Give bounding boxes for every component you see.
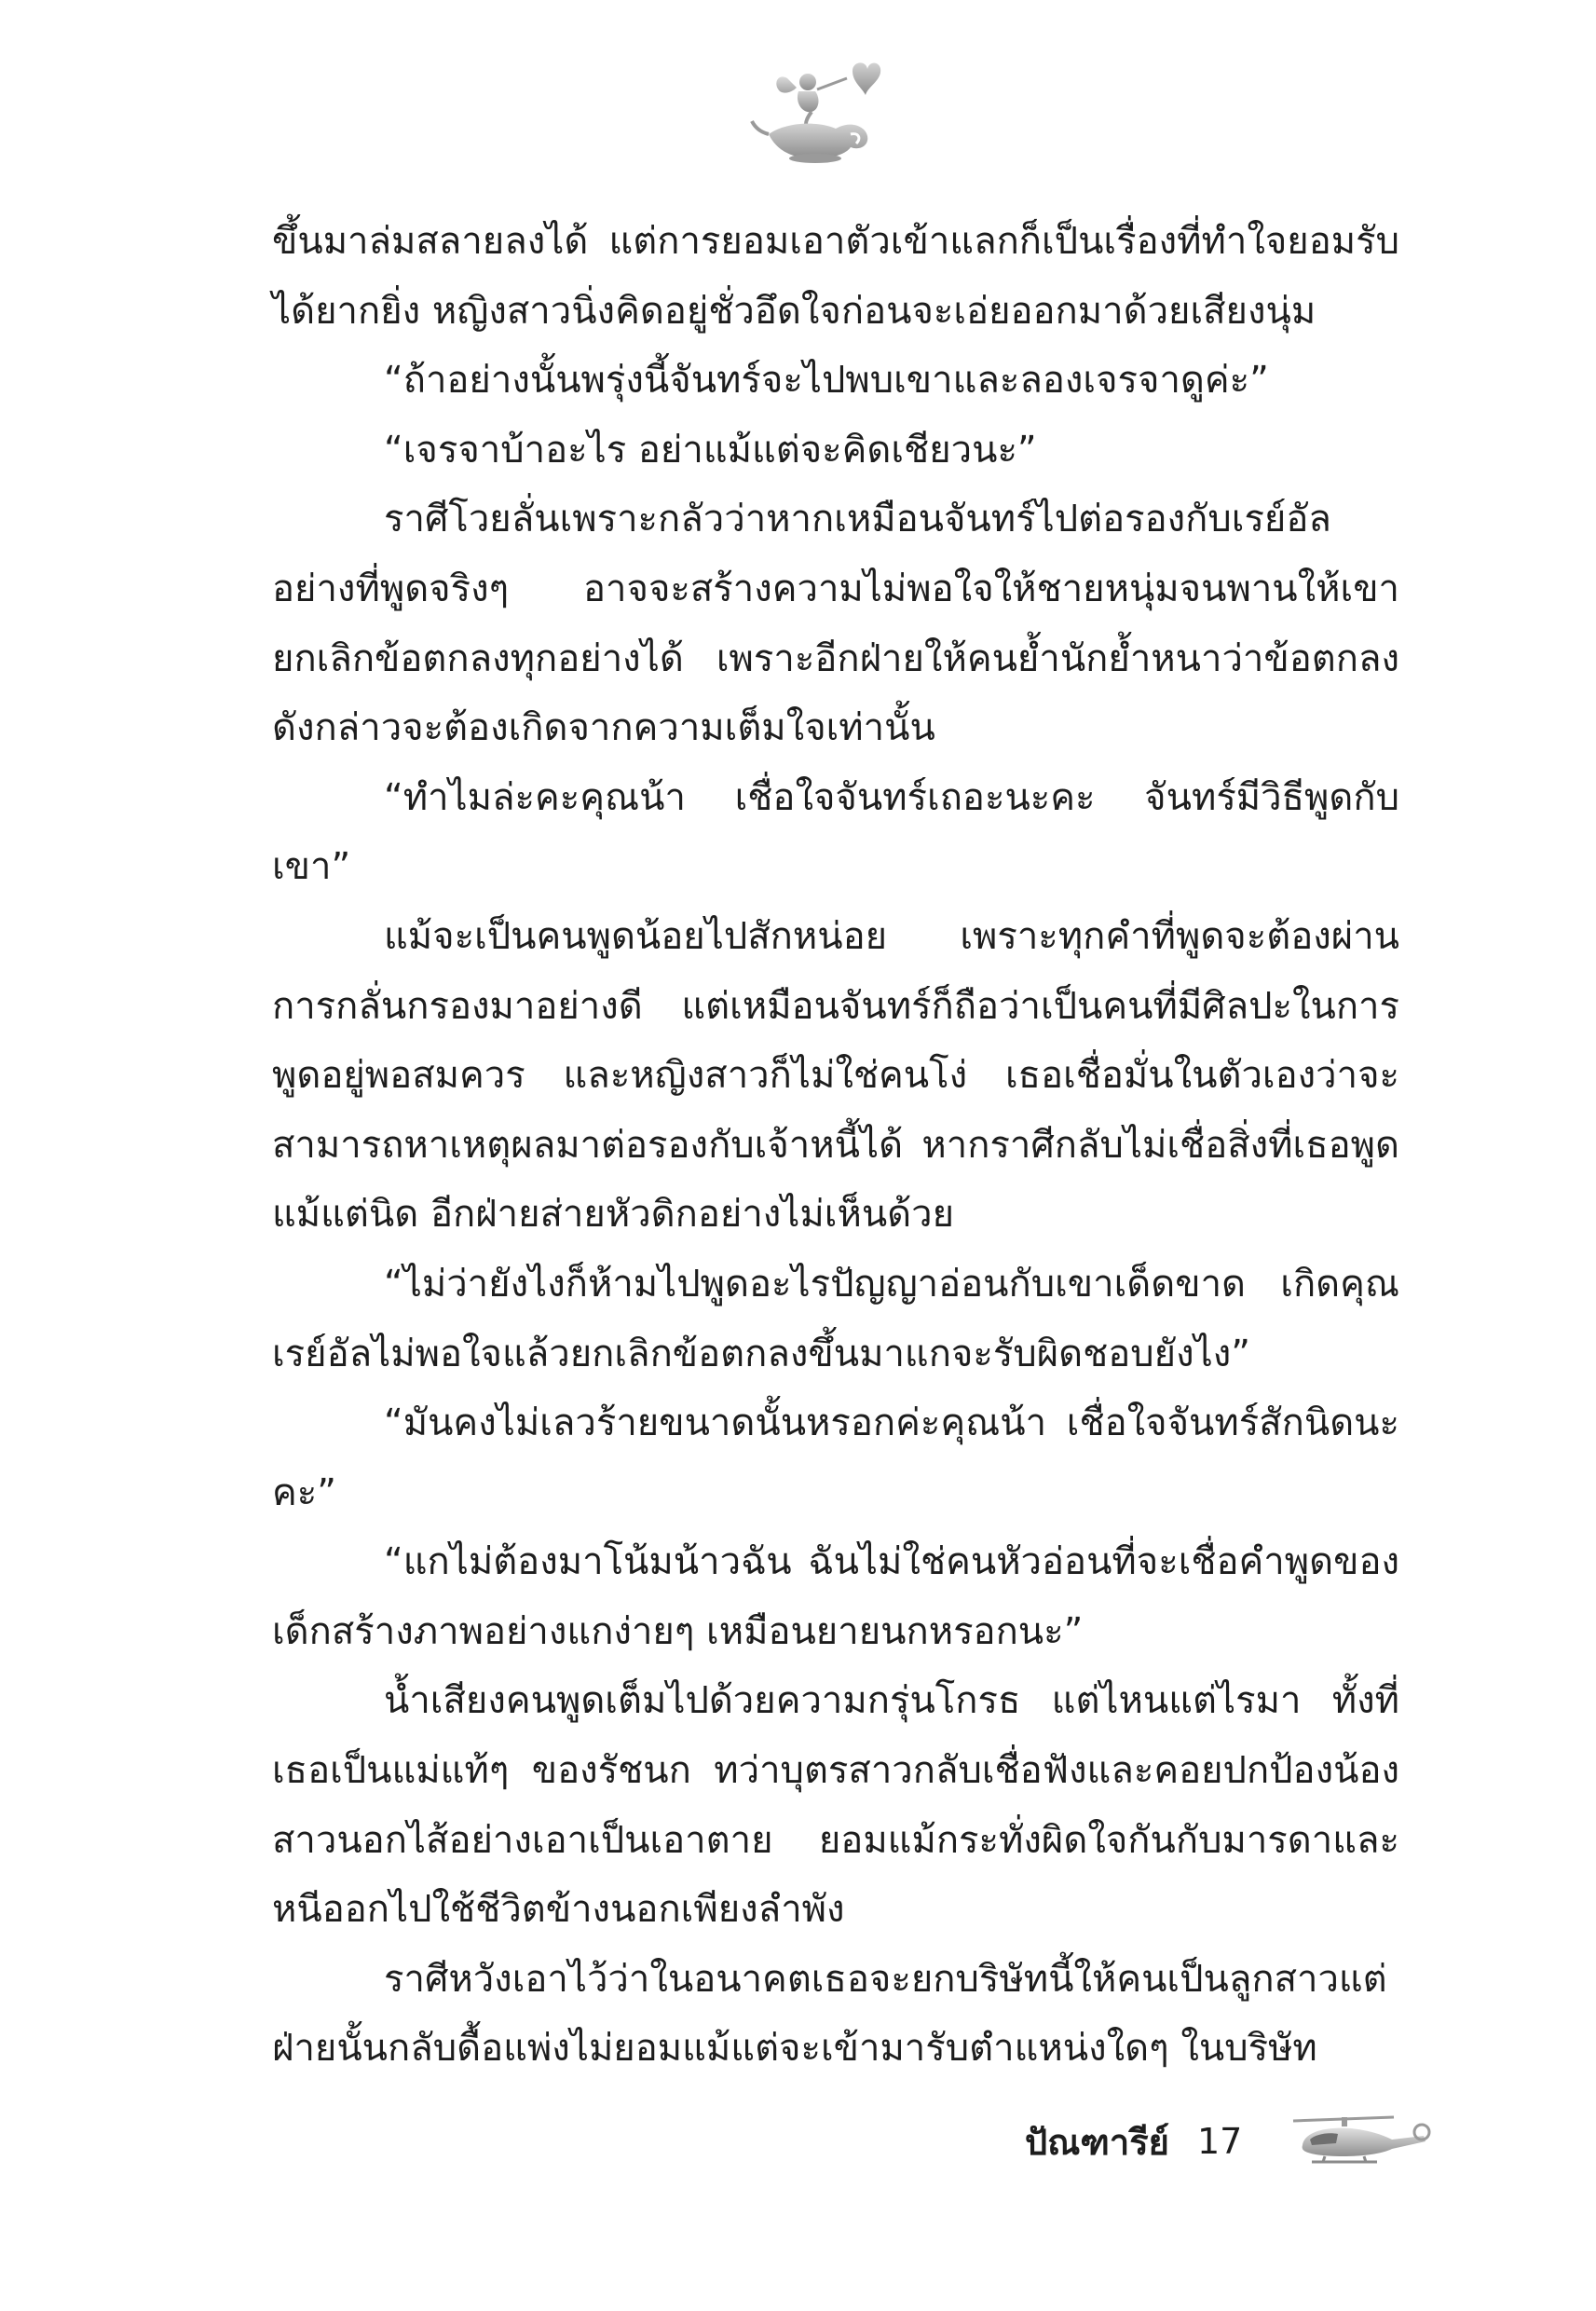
paragraph: “แกไม่ต้องมาโน้มน้าวฉัน ฉันไม่ใช่คนหัวอ่อนที่จะเชื่อคำพูดของเด็กสร้างภาพอย่างแกง่ายๆ เหมือนยายนกหรอกนะ” bbox=[272, 1540, 1399, 1653]
paragraph: “ถ้าอย่างนั้นพรุ่งนี้จันทร์จะไปพบเขาและลองเจรจาดูค่ะ” bbox=[384, 359, 1269, 403]
paragraph: ราศีหวังเอาไว้ว่าในอนาคตเธอจะยกบริษัทนี้ให้คนเป็นลูกสาวแต่ฝ่ายนั้นกลับดื้อแพ่งไม่ยอมแม้แต่จะเข้ามารับตำแหน่งใดๆ ในบริษัท bbox=[272, 1957, 1387, 2071]
page-footer bbox=[1025, 2113, 1242, 2169]
paragraph: ขึ้นมาล่มสลายลงได้ แต่การยอมเอาตัวเข้าแลกก็เป็นเรื่องที่ทำใจยอมรับได้ยากยิ่ง หญิงสาวนิ่งคิดอยู่ชั่วอึดใจก่อนจะเอ่ยออกมาด้วยเสียงนุ่ม bbox=[272, 220, 1399, 333]
paragraph: “เจรจาบ้าอะไร อย่าแม้แต่จะคิดเชียวนะ” bbox=[384, 428, 1037, 472]
paragraph: น้ำเสียงคนพูดเต็มไปด้วยความกรุ่นโกรธ แต่ไหนแต่ไรมา ทั้งที่เธอเป็นแม่แท้ๆ ของรัชนก ทว่าบุตรสาวกลับเชื่อฟังและคอยปกป้องน้องสาวนอกไส้อย่างเอาเป็นเอาตาย ยอมแม้กระทั่งผิดใจกันกับมารดาและหนีออกไปใช้ชีวิตข้างนอกเพียงลำพัง bbox=[272, 1679, 1399, 1932]
paragraph: “ทำไมล่ะคะคุณน้า เชื่อใจจันทร์เถอะนะคะ จันทร์มีวิธีพูดกับเขา” bbox=[272, 775, 1399, 889]
helicopter-icon bbox=[1284, 2108, 1433, 2173]
paragraph: แม้จะเป็นคนพูดน้อยไปสักหน่อย เพราะทุกคำที่พูดจะต้องผ่านการกลั่นกรองมาอย่างดี แต่เหมือนจันทร์ก็ถือว่าเป็นคนที่มีศิลปะในการพูดอยู่พอสมควร และหญิงสาวก็ไม่ใช่คนโง่ เธอเชื่อมั่นในตัวเองว่าจะสามารถหาเหตุผลมาต่อรองกับเจ้าหนี้ได้ หากราศีกลับไม่เชื่อสิ่งที่เธอพูดแม้แต่นิด อีกฝ่ายส่ายหัวดิกอย่างไม่เห็นด้วย bbox=[272, 914, 1399, 1237]
paragraph: “ไม่ว่ายังไงก็ห้ามไปพูดอะไรปัญญาอ่อนกับเขาเด็ดขาด เกิดคุณเรย์อัลไม่พอใจแล้วยกเลิกข้อตกลงขึ้นมาแกจะรับผิดชอบยังไง” bbox=[272, 1262, 1399, 1375]
page-number: 17 bbox=[1196, 2121, 1243, 2162]
paragraph: ราศีโวยลั่นเพราะกลัวว่าหากเหมือนจันทร์ไปต่อรองกับเรย์อัลอย่างที่พูดจริงๆ อาจจะสร้างความไม่พอใจให้ชายหนุ่มจนพานให้เขายกเลิกข้อตกลงทุกอย่างได้ เพราะอีกฝ่ายให้คนย้ำนักย้ำหนาว่าข้อตกลงดังกล่าวจะต้องเกิดจากความเต็มใจเท่านั้น bbox=[272, 498, 1399, 750]
body-text bbox=[272, 207, 1399, 2084]
book-title: ปัณฑารีย์ bbox=[1025, 2121, 1169, 2163]
paragraph: “มันคงไม่เลวร้ายขนาดนั้นหรอกค่ะคุณน้า เชื่อใจจันทร์สักนิดนะคะ” bbox=[272, 1402, 1399, 1514]
cupid-teapot-ornament-icon bbox=[750, 54, 899, 166]
